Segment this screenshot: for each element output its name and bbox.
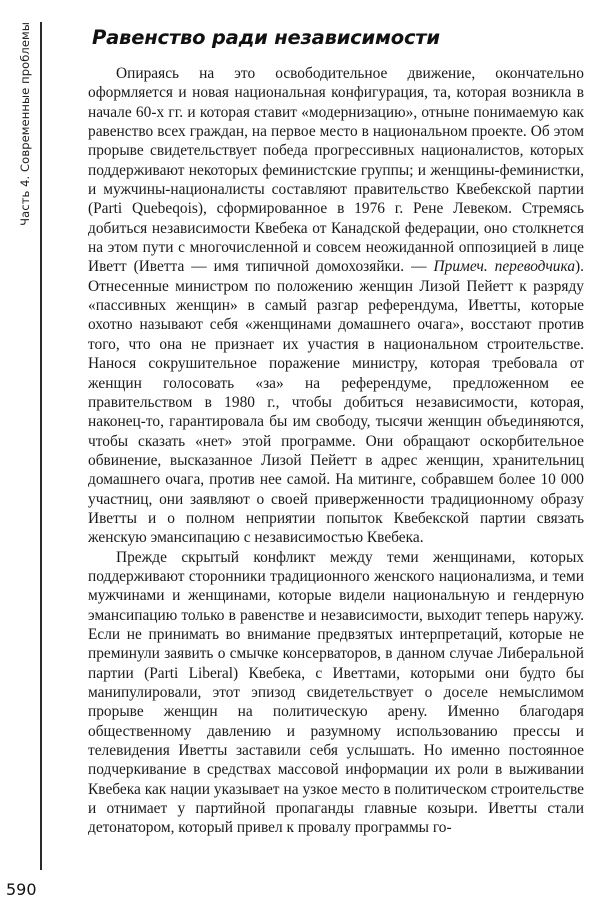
paragraph	[88, 64, 584, 548]
paragraph: Прежде скрытый конфликт между теми женщинами, которых поддерживают сторонники традиционного женского национализма, и теми мужчинами и женщинами, которые видели национальную и гендерную эмансипацию только в равенстве и независимости, выходит теперь наружу. Если не принимать во внимание предвзятых интерпретаций, которые не преминули заявить о смычке консерваторов, в данном случае Либеральной партии (Parti Liberal) Квебека, с Иветтами, которыми они будто бы манипулировали, этот эпизод свидетельствует о доселе немыслимом прорыве женщин на политическую арену. Именно благодаря общественному давлению и разумному использованию прессы и телевидения Иветты заставили себя услышать. Но именно постоянное подчеркивание в средствах массовой информации их роли в выживании Квебека как нации указывает на узкое место в политическом строительстве и отнимает у партийной пропаганды главные козыри. Иветты стали детонатором, который привел к провалу программы го-	[88, 548, 584, 837]
body-text	[88, 64, 584, 838]
translator-note: Примеч. переводчика	[433, 258, 576, 276]
page-title: Равенство ради независимости	[92, 26, 440, 49]
vertical-rule	[40, 22, 42, 870]
page-number: 590	[6, 880, 37, 899]
paragraph-text: Опираясь на это освободительное движение, окончательно оформляется и новая национальная конфигурация, та, которая возникла в начале 60-х гг. и которая ставит «модернизацию», отныне понимаемую как равенство всех граждан, на первое место в национальном проекте. Об этом прорыве свидетельствует победа прогрессивных националистов, которых поддерживают некоторых феминистские группы; и женщины-феминистки, и мужчины-националисты составляют правительство Квебекской партии (Parti Quebeqois), сформированное в 1976 г. Рене Левеком. Стремясь добиться независимости Квебека от Канадской федерации, оно столкнется на этом пути с многочисленной и совсем неожиданной оппозицией в лице Иветт (Иветта — имя типичной домохозяйки. —	[88, 65, 584, 276]
paragraph-text: ). Отнесенные министром по положению женщин Лизой Пейетт к разряду «пассивных женщин» в самый разгар референдума, Иветты, которые охотно называют себя «женщинами домашнего очага», восстают против того, что она не признает их участия в национальном строительстве. Нанося сокрушительное поражение министру, которая требовала от женщин голосовать «за» на референдуме, предложенном ее правительством в 1980 г., чтобы добиться независимости, которая, наконец-то, гарантировала бы им свободу, тысячи женщин объединяются, чтобы сказать «нет» этой программе. Они обращают оскорбительное обвинение, высказанное Лизой Пейетт в адрес женщин, хранительниц домашнего очага, против нее самой. На митинге, собравшем более 10 000 участниц, они заявляют о своей приверженности традиционному образу Иветты и о полном неприятии попыток Квебекской партии связать женскую эмансипацию с независимостью Квебека.	[88, 258, 585, 547]
running-head	[14, 22, 36, 402]
running-head-text: Часть 4. Современные проблемы	[18, 22, 32, 226]
